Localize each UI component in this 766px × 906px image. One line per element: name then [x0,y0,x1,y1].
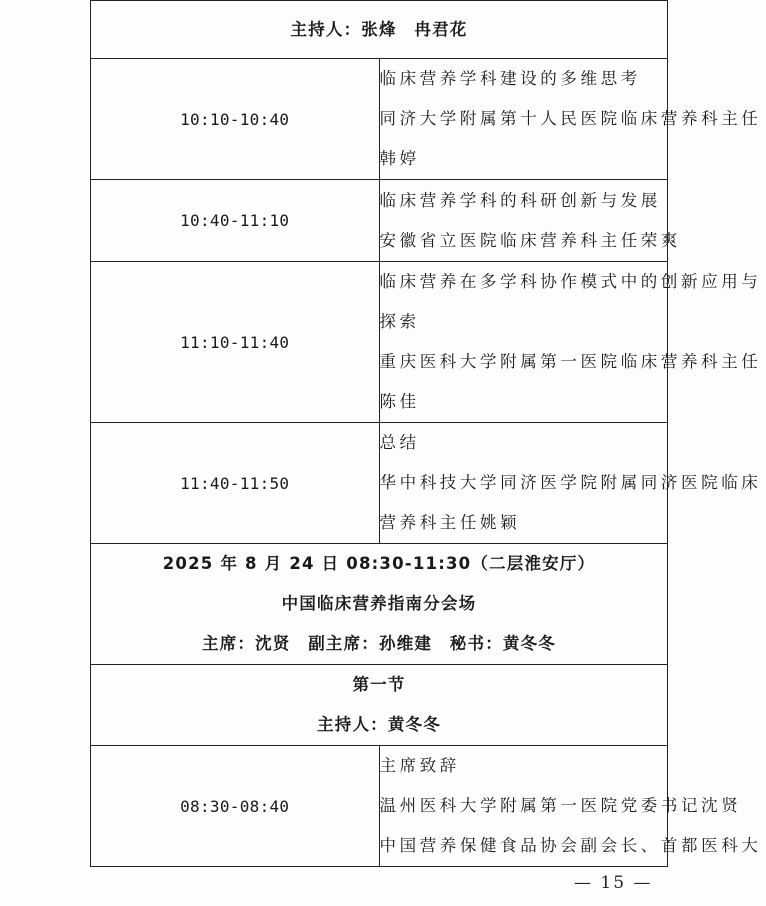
session-content [379,59,762,180]
time-slot: 11:40-11:50 [91,423,380,544]
session-line: 安徽省立医院临床营养科主任荣爽 [379,230,681,250]
session-row [91,59,668,180]
session-content [379,262,762,423]
section-header-row [91,665,668,746]
session-content [379,180,681,262]
time-slot: 11:10-11:40 [91,262,380,423]
header-line: 第一节 [352,675,406,694]
session-line: 临床营养学科建设的多维思考 [379,69,641,88]
session-line: 探索 [379,312,420,331]
session-row [91,262,668,423]
session-line: 陈佳 [379,392,420,411]
session-content [379,423,762,544]
session-content [379,746,762,867]
header-line: 主席：沈贤 副主席：孙维建 秘书：黄冬冬 [202,634,556,653]
time-slot: 08:30-08:40 [91,746,380,867]
session-line: 同济大学附属第十人民医院临床营养科主任 [379,109,762,128]
session-line: 韩婷 [379,149,420,168]
session-line: 总结 [379,433,420,452]
section-header-cell [91,665,668,746]
session-line: 营养科主任姚颖 [379,513,521,532]
header-line: 中国临床营养指南分会场 [281,594,477,613]
session-line: 主席致辞 [379,756,460,775]
session-line: 临床营养在多学科协作模式中的创新应用与 [379,272,762,291]
page-number: — 15 — [574,873,653,893]
session-row [91,180,668,262]
time-slot: 10:10-10:40 [91,59,380,180]
header-line: 2025 年 8 月 24 日 08:30-11:30（二层淮安厅） [162,554,596,573]
session-row [91,423,668,544]
header-line: 主持人：黄冬冬 [317,715,441,734]
section-header-row [91,544,668,665]
agenda-table [90,0,762,867]
session-line: 华中科技大学同济医学院附属同济医院临床 [379,473,762,492]
section-header-cell [91,1,668,59]
session-line: 临床营养学科的科研创新与发展 [379,190,661,210]
time-slot: 10:40-11:10 [91,180,380,262]
section-header-cell [91,544,668,665]
section-header-row [91,1,668,59]
session-line: 中国营养保健食品协会副会长、首都医科大 [379,836,762,855]
session-line: 温州医科大学附属第一医院党委书记沈贤 [379,796,742,815]
header-line: 主持人：张烽 冉君花 [290,19,468,39]
session-line: 重庆医科大学附属第一医院临床营养科主任 [379,352,762,371]
session-row [91,746,668,867]
